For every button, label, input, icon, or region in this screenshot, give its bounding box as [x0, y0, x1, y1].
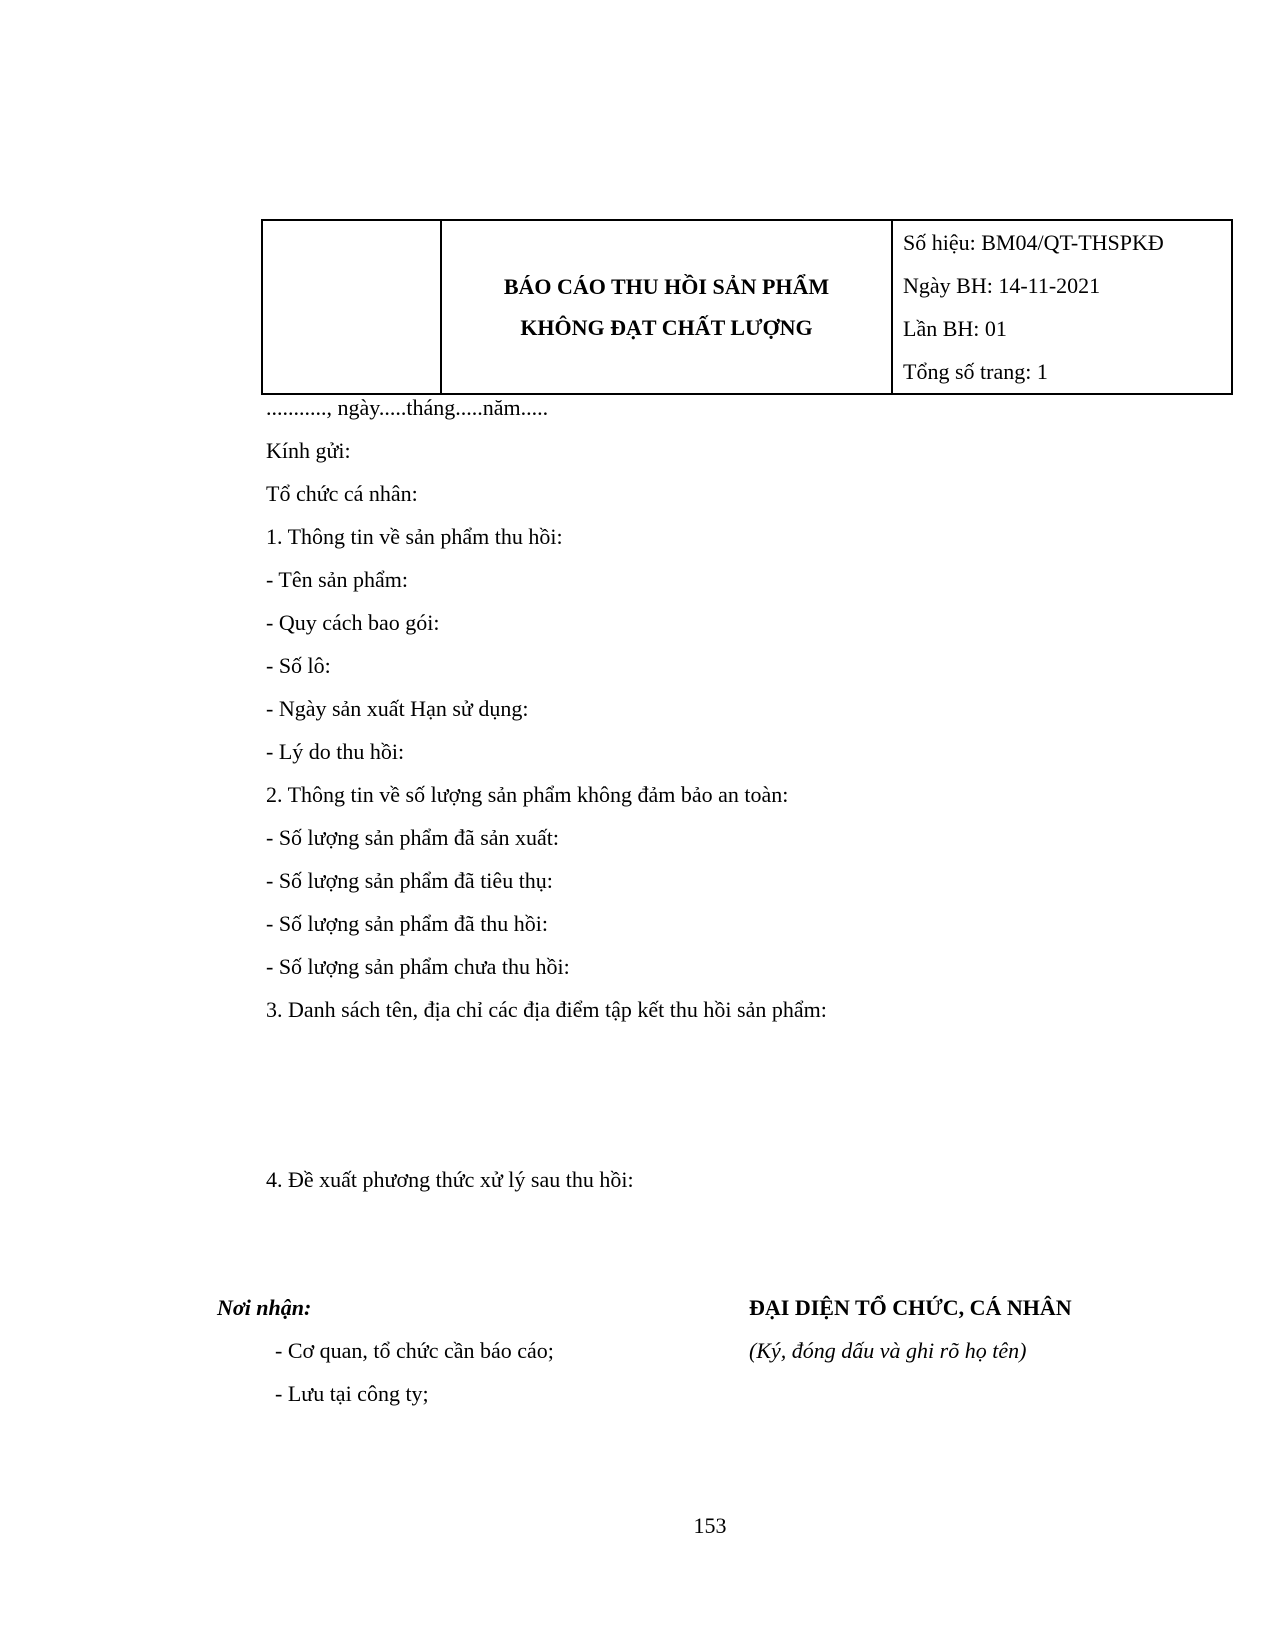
- quantity-consumed-field: - Số lượng sản phẩm đã tiêu thụ:: [266, 868, 553, 893]
- date-line: ..........., ngày.....tháng.....năm.....: [266, 395, 549, 420]
- recipient-item: - Cơ quan, tổ chức cần báo cáo;: [275, 1338, 554, 1363]
- revision-number: Lần BH: 01: [903, 316, 1007, 341]
- section-1-heading: 1. Thông tin về sản phẩm thu hồi:: [266, 524, 563, 549]
- recall-reason-field: - Lý do thu hồi:: [266, 739, 405, 764]
- form-code: Số hiệu: BM04/QT-THSPKĐ: [903, 230, 1164, 255]
- quantity-recalled-field: - Số lượng sản phẩm đã thu hồi:: [266, 911, 549, 936]
- signer-note: (Ký, đóng dấu và ghi rõ họ tên): [749, 1338, 1027, 1363]
- document-title-line-1: BÁO CÁO THU HỒI SẢN PHẨM: [503, 274, 830, 299]
- quantity-produced-field: - Số lượng sản phẩm đã sản xuất:: [266, 825, 560, 850]
- packaging-field: - Quy cách bao gói:: [266, 610, 440, 635]
- page-number: 153: [693, 1513, 727, 1538]
- title-cell: [441, 220, 892, 394]
- signer-title: ĐẠI DIỆN TỔ CHỨC, CÁ NHÂN: [749, 1295, 1072, 1320]
- organization-line: Tổ chức cá nhân:: [266, 481, 418, 506]
- lot-number-field: - Số lô:: [266, 653, 331, 678]
- total-pages: Tổng số trang: 1: [903, 359, 1048, 384]
- section-4-heading: 4. Đề xuất phương thức xử lý sau thu hồi:: [266, 1167, 634, 1192]
- quantity-not-recalled-field: - Số lượng sản phẩm chưa thu hồi:: [266, 954, 570, 979]
- section-2-heading: 2. Thông tin về số lượng sản phẩm không đảm bảo an toàn:: [266, 782, 789, 807]
- issue-date: Ngày BH: 14-11-2021: [903, 273, 1101, 298]
- recipient-item: - Lưu tại công ty;: [275, 1381, 429, 1406]
- section-3-heading: 3. Danh sách tên, địa chỉ các địa điểm tập kết thu hồi sản phẩm:: [266, 997, 827, 1022]
- production-expiry-field: - Ngày sản xuất Hạn sử dụng:: [266, 696, 529, 721]
- document-header-table: [261, 219, 1233, 395]
- recipients-label: Nơi nhận:: [217, 1295, 312, 1320]
- product-name-field: - Tên sản phẩm:: [266, 567, 408, 592]
- recipient-line: Kính gửi:: [266, 438, 351, 463]
- logo-cell: [262, 220, 441, 394]
- meta-cell: [892, 220, 1232, 394]
- document-title-line-2: KHÔNG ĐẠT CHẤT LƯỢNG: [520, 315, 813, 340]
